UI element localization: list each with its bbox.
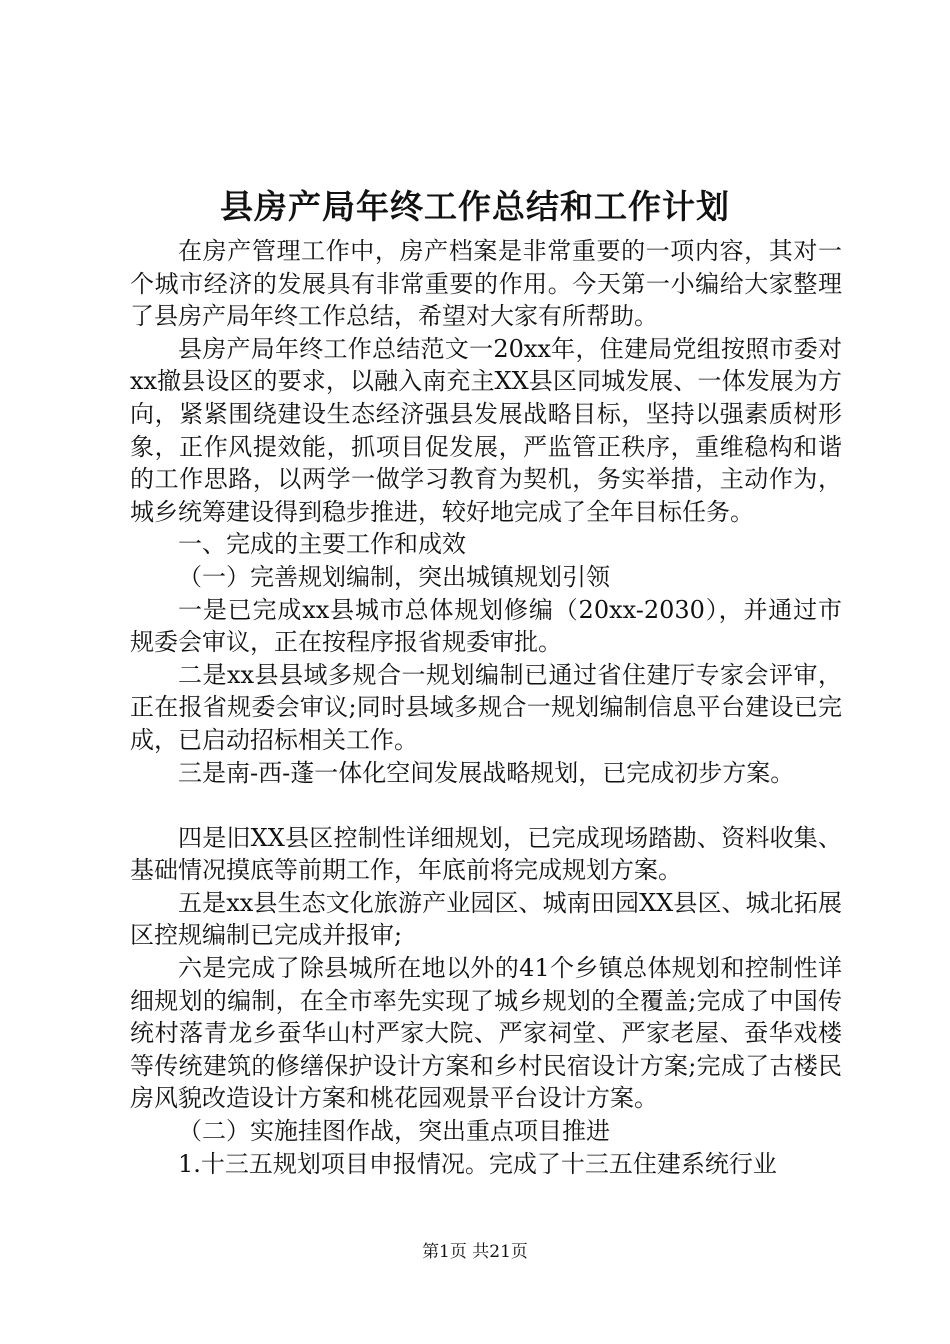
page-number-footer: 第1页 共21页 [422,1242,528,1262]
section-heading-main-work: 一、完成的主要工作和成效 [178,530,466,559]
paragraph-intro: 在房产管理工作中，房产档案是非常重要的一项内容，其对一个城市经济的发展具有非常重要的作用。今天第一小编给大家整理了县房产局年终工作总结，希望对大家有所帮助。 [130,237,842,331]
document-body [130,235,842,1180]
paragraph-item-4: 四是旧XX县区控制性详细规划，已完成现场踏勘、资料收集、基础情况摸底等前期工作，年底前将完成规划方案。 [130,823,842,885]
subsection-heading-planning: （一）完善规划编制，突出城镇规划引领 [178,562,610,591]
paragraph-item-2: 二是xx县县域多规合一规划编制已通过省住建厅专家会评审，正在报省规委会审议;同时县域多规合一规划编制信息平台建设已完成，已启动招标相关工作。 [130,660,842,754]
paragraph-project-1: 1.十三五规划项目申报情况。完成了十三五住建系统行业 [178,1149,777,1178]
paragraph-item-6: 六是完成了除县城所在地以外的41个乡镇总体规划和控制性详细规划的编制，在全市率先实现了城乡规划的全覆盖;完成了中国传统村落青龙乡蚕华山村严家大院、严家祠堂、严家老屋、蚕华戏楼等传统建筑的修缮保护设计方案和乡村民宿设计方案;完成了古楼民房风貌改造设计方案和桃花园观景平台设计方案。 [130,954,842,1113]
paragraph-item-1: 一是已完成xx县城市总体规划修编（20xx-2030），并通过市规委会审议，正在按程序报省规委审批。 [130,595,842,657]
subsection-heading-projects: （二）实施挂图作战，突出重点项目推进 [178,1117,610,1146]
paragraph-item-3: 三是南-西-蓬一体化空间发展战略规划，已完成初步方案。 [178,758,795,787]
document-title: 县房产局年终工作总结和工作计划 [220,187,730,226]
paragraph-item-5: 五是xx县生态文化旅游产业园区、城南田园XX县区、城北拓展区控规编制已完成并报审; [130,888,842,950]
paragraph-summary: 县房产局年终工作总结范文一20xx年，住建局党组按照市委对xx撤县设区的要求，以融入南充主XX县区同城发展、一体发展为方向，紧紧围绕建设生态经济强县发展战略目标，坚持以强素质树形象，正作风提效能，抓项目促发展，严监管正秩序，重维稳构和谐的工作思路，以两学一做学习教育为契机，务实举措，主动作为，城乡统筹建设得到稳步推进，较好地完成了全年目标任务。 [130,334,842,526]
